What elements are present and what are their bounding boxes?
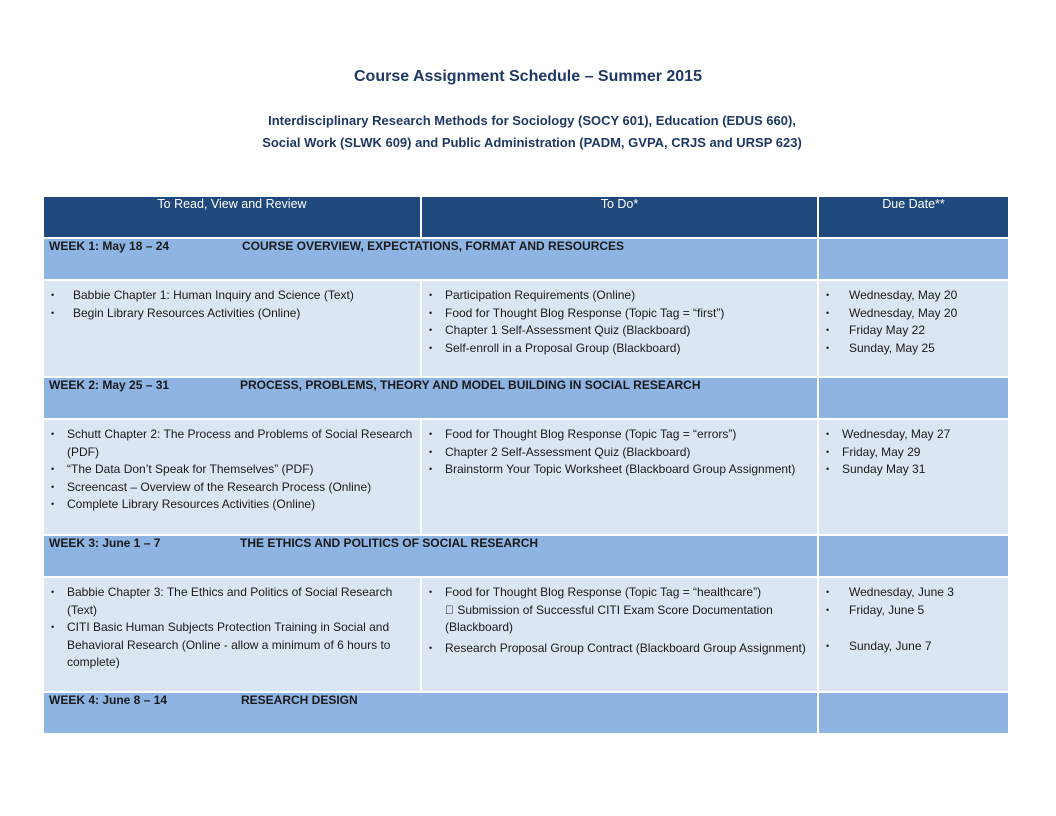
list-item: • Screencast – Overview of the Research Process (Online) — [51, 479, 372, 494]
list-item: • Sunday, June 7 — [826, 639, 932, 653]
column-header-due: Due Date** — [818, 196, 1009, 238]
page-title: Course Assignment Schedule – Summer 2015 — [354, 68, 702, 85]
week-4-label: WEEK 4: June 8 – 14 — [49, 693, 168, 707]
week-1-heading — [43, 238, 818, 280]
list-item: • Wednesday, June 3 — [826, 585, 954, 599]
list-item: • Babbie Chapter 1: Human Inquiry and Science (Text) — [51, 288, 354, 302]
list-item: • “The Data Don’t Speak for Themselves” (PDF) — [51, 462, 314, 476]
week-1-label: WEEK 1: May 18 – 24 — [49, 239, 170, 253]
week-3-header-row — [43, 535, 1009, 577]
week-4-header-row — [43, 692, 1009, 734]
list-item: • Wednesday, May 20 — [826, 305, 958, 320]
course-subtitle-line-2: Social Work (SLWK 609) and Public Administration (PADM, GVPA, CRJS and URSP 623) — [262, 135, 802, 150]
week-2-due-header — [818, 377, 1009, 419]
week-3-content-row — [43, 577, 1009, 692]
list-item: • Wednesday, May 27 — [826, 427, 951, 441]
week-2-heading — [43, 377, 818, 419]
week-4-due-header — [818, 692, 1009, 734]
week-2-topic: PROCESS, PROBLEMS, THEORY AND MODEL BUILDING IN SOCIAL RESEARCH — [240, 378, 701, 392]
table-header-row — [43, 196, 1009, 238]
week-3-read-cell — [43, 577, 421, 692]
week-2-header-row — [43, 377, 1009, 419]
week-1-due-header — [818, 238, 1009, 280]
course-subtitle-line-1: Interdisciplinary Research Methods for Sociology (SOCY 601), Education (EDUS 660), — [268, 113, 796, 128]
list-item: • Schutt Chapter 2: The Process and Problems of Social Research (PDF) — [51, 427, 413, 459]
week-3-due-cell — [818, 577, 1009, 692]
week-4-heading — [43, 692, 818, 734]
list-item: • Complete Library Resources Activities (Online) — [51, 497, 316, 511]
list-item: • Friday May 22 — [826, 323, 926, 337]
week-1-due-cell — [818, 280, 1009, 377]
list-item: • Sunday, May 25 — [826, 340, 935, 355]
week-2-todo-cell — [421, 419, 818, 535]
list-spacer — [819, 619, 1002, 638]
week-2-due-cell — [818, 419, 1009, 535]
list-item: • Food for Thought Blog Response (Topic Tag = “healthcare”) Submission of Successful CITI Exam Score Documentation (Blackboard) — [429, 585, 762, 634]
list-item: • Food for Thought Blog Response (Topic Tag = “first”) — [429, 305, 725, 320]
list-item: • CITI Basic Human Subjects Protection Training in Social and Behavioral Research (Online - allow a minimum of 6 hours to complete) — [51, 620, 391, 669]
column-header-read: To Read, View and Review — [43, 196, 421, 238]
list-item: • Food for Thought Blog Response (Topic Tag = “errors”) — [429, 427, 737, 441]
week-1-todo-cell — [421, 280, 818, 377]
week-2-label: WEEK 2: May 25 – 31 — [49, 378, 170, 392]
list-item: • Chapter 2 Self-Assessment Quiz (Blackboard) — [429, 444, 691, 459]
list-item: • Sunday May 31 — [826, 462, 926, 476]
week-3-heading — [43, 535, 818, 577]
week-3-topic: THE ETHICS AND POLITICS OF SOCIAL RESEARCH — [240, 536, 539, 550]
list-item: • Brainstorm Your Topic Worksheet (Blackboard Group Assignment) — [429, 462, 796, 476]
list-item: • Participation Requirements (Online) — [429, 288, 636, 302]
week-1-topic: COURSE OVERVIEW, EXPECTATIONS, FORMAT AND RESOURCES — [242, 239, 625, 253]
week-2-content-row — [43, 419, 1009, 535]
list-item: • Research Proposal Group Contract (Blackboard Group Assignment) — [429, 640, 806, 655]
week-1-content-row — [43, 280, 1009, 377]
list-item: • Self-enroll in a Proposal Group (Blackboard) — [429, 340, 681, 355]
assignment-schedule-table — [42, 195, 1010, 735]
column-header-todo: To Do* — [421, 196, 818, 238]
list-item: • Friday, May 29 — [826, 444, 921, 459]
week-3-todo-cell — [421, 577, 818, 692]
week-3-label: WEEK 3: June 1 – 7 — [49, 536, 161, 550]
week-2-read-cell — [43, 419, 421, 535]
list-item: • Begin Library Resources Activities (Online) — [51, 305, 301, 320]
list-item: • Friday, June 5 — [826, 602, 925, 617]
list-item: • Babbie Chapter 3: The Ethics and Politics of Social Research (Text) — [51, 585, 393, 617]
week-3-due-header — [818, 535, 1009, 577]
week-4-topic: RESEARCH DESIGN — [241, 693, 358, 707]
week-1-header-row — [43, 238, 1009, 280]
list-item: • Wednesday, May 20 — [826, 288, 958, 302]
list-item: • Chapter 1 Self-Assessment Quiz (Blackboard) — [429, 323, 691, 337]
week-1-read-cell — [43, 280, 421, 377]
